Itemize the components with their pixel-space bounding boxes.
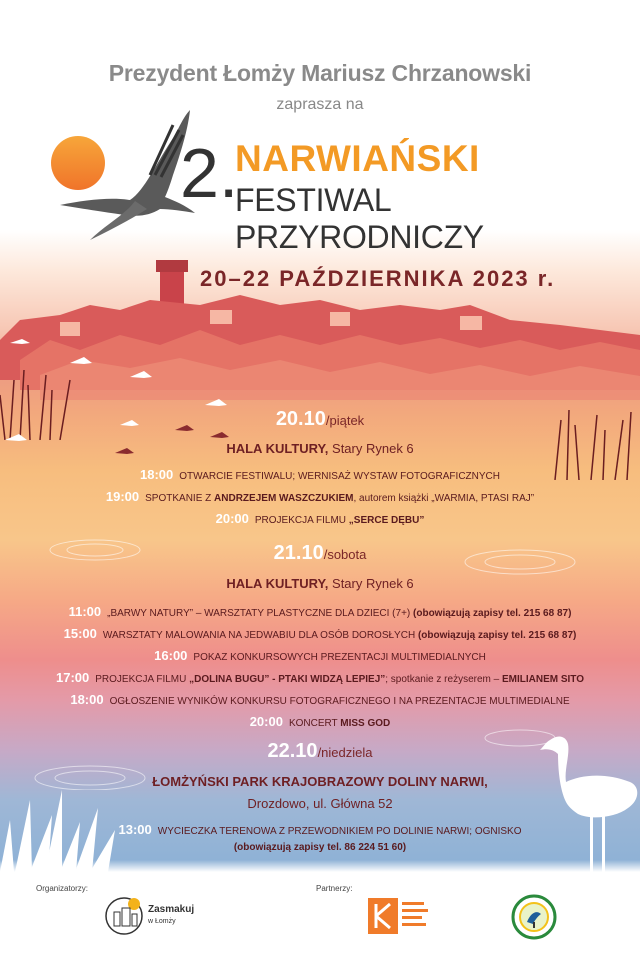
day1-title: [0, 408, 640, 431]
event-row: 16:00 POKAZ KONKURSOWYCH PREZENTACJI MULTIMEDIALNYCH: [154, 648, 486, 663]
zasmakuj-logo-line1: Zasmakuj: [148, 904, 195, 915]
day1-date: 20.10: [275, 408, 326, 430]
day2-venue-name: HALA KULTURY,: [226, 576, 329, 591]
organizers-label: Organizatorzy:: [36, 884, 89, 893]
event-row: 13:00 WYCIECZKA TERENOWA Z PRZEWODNIKIEM PO DOLINIE NARWI; OGNISKO: [118, 822, 522, 837]
partner-logo-orange-icon: [368, 896, 436, 936]
day2-title: [0, 542, 640, 565]
day1-weekday: /piątek: [325, 413, 365, 428]
zasmakuj-logo-line2: w Łomży: [148, 918, 176, 925]
day3-venue-name: ŁOMŻYŃSKI PARK KRAJOBRAZOWY DOLINY NARWI,: [152, 774, 488, 789]
day2-date: 21.10: [273, 542, 324, 564]
day3-weekday: /niedziela: [317, 745, 373, 760]
day1-venue-address: Stary Rynek 6: [328, 441, 414, 456]
flying-crane-icon: [55, 105, 200, 245]
day2-venue-address: Stary Rynek 6: [328, 576, 414, 591]
day2-weekday: /sobota: [323, 547, 367, 562]
day2-venue: [0, 576, 640, 591]
event-row: 20:00 KONCERT MISS GOD: [249, 714, 391, 729]
festival-name-line1: NARWIAŃSKI: [235, 138, 480, 179]
partners-label: Partnerzy:: [316, 884, 353, 893]
day3-title: [0, 740, 640, 763]
day3-venue-name-line: [0, 774, 640, 789]
festival-dates: 20–22 PAŹDZIERNIKA 2023 r.: [200, 266, 556, 291]
day3-date: 22.10: [267, 740, 318, 762]
event-row: 11:00 „BARWY NATURY” – WARSZTATY PLASTYCZNE DLA DZIECI (7+) (obowiązują zapisy tel. 215 68 87): [68, 604, 572, 619]
footer: [0, 880, 640, 960]
event-row: (obowiązują zapisy tel. 86 224 51 60): [233, 842, 407, 853]
header-invite: zaprasza na: [276, 96, 364, 113]
event-row: 19:00 SPOTKANIE Z ANDRZEJEM WASZCZUKIEM, autorem książki „WARMIA, PTASI RAJ”: [105, 489, 535, 504]
event-row: 15:00 WARSZTATY MALOWANIA NA JEDWABIU DLA OSÓB DOROSŁYCH (obowiązują zapisy tel. 215 68 87): [63, 626, 577, 641]
header-presenter: Prezydent Łomży Mariusz Chrzanowski: [108, 60, 532, 86]
zasmakuj-logo-icon: [104, 896, 144, 936]
festival-number: 2.: [180, 134, 239, 212]
event-row: 20:00 PROJEKCJA FILMU „SERCE DĘBU”: [215, 511, 425, 526]
event-row: 17:00 PROJEKCJA FILMU „DOLINA BUGU” - PTAKI WIDZĄ LEPIEJ”; spotkanie z reżyserem – EMILIANEM SITO: [55, 670, 585, 685]
event-row: 18:00 OGŁOSZENIE WYNIKÓW KONKURSU FOTOGRAFICZNEGO I NA PREZENTACJE MULTIMEDIALNE: [70, 692, 570, 707]
partner-logo-green-icon: [511, 894, 557, 940]
event-row: 18:00 OTWARCIE FESTIWALU; WERNISAŻ WYSTAW FOTOGRAFICZNYCH: [140, 467, 500, 482]
day3-venue-address: Drozdowo, ul. Główna 52: [247, 796, 393, 811]
day1-venue-name: HALA KULTURY,: [226, 441, 329, 456]
day1-venue: [0, 441, 640, 456]
festival-name-line2: FESTIWAL PRZYRODNICZY: [235, 182, 484, 255]
